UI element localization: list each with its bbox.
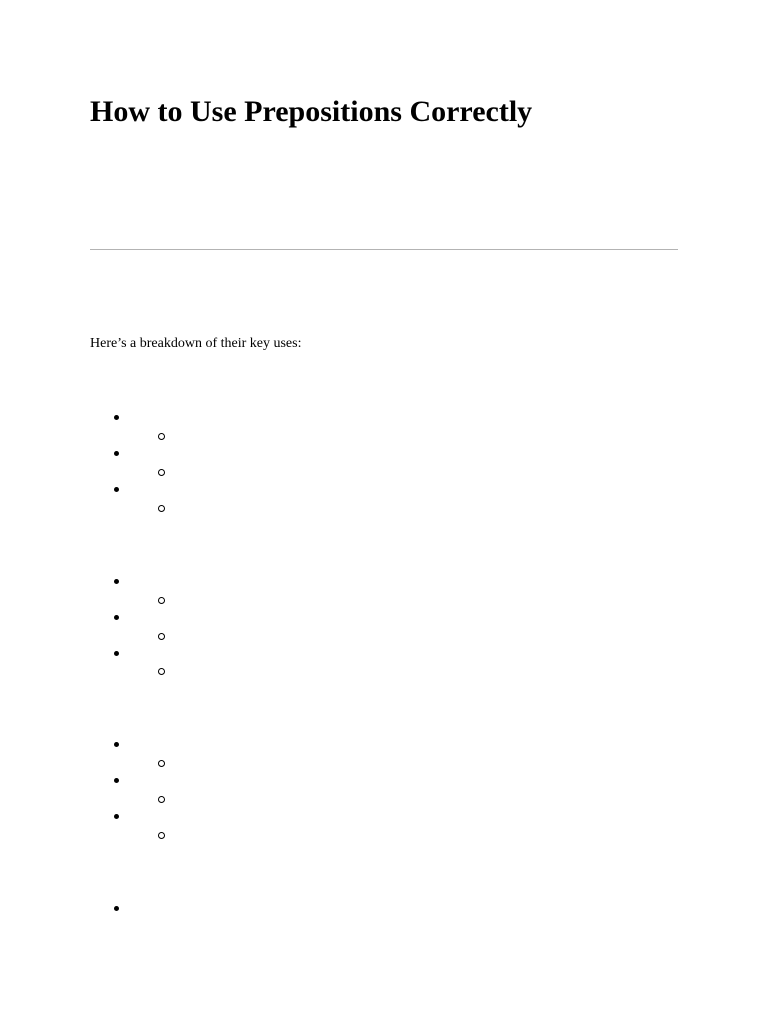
list-item bbox=[112, 449, 122, 459]
sub-list-item bbox=[157, 432, 167, 442]
sub-list-item bbox=[157, 504, 167, 514]
list-item bbox=[112, 485, 122, 495]
sub-list-item bbox=[157, 632, 167, 642]
list-item bbox=[112, 740, 122, 750]
sub-list-item bbox=[157, 667, 167, 677]
list-item bbox=[112, 649, 122, 659]
section-divider bbox=[90, 249, 678, 250]
intro-paragraph: Here’s a breakdown of their key uses: bbox=[90, 336, 302, 351]
sub-list-item bbox=[157, 831, 167, 841]
sub-list-item bbox=[157, 596, 167, 606]
sub-list-item bbox=[157, 759, 167, 769]
list-item bbox=[112, 577, 122, 587]
sub-list-item bbox=[157, 468, 167, 478]
list-item bbox=[112, 904, 122, 914]
list-item bbox=[112, 776, 122, 786]
list-item bbox=[112, 613, 122, 623]
list-item bbox=[112, 413, 122, 423]
sub-list-item bbox=[157, 795, 167, 805]
list-item bbox=[112, 812, 122, 822]
page-title: How to Use Prepositions Correctly bbox=[90, 95, 533, 128]
